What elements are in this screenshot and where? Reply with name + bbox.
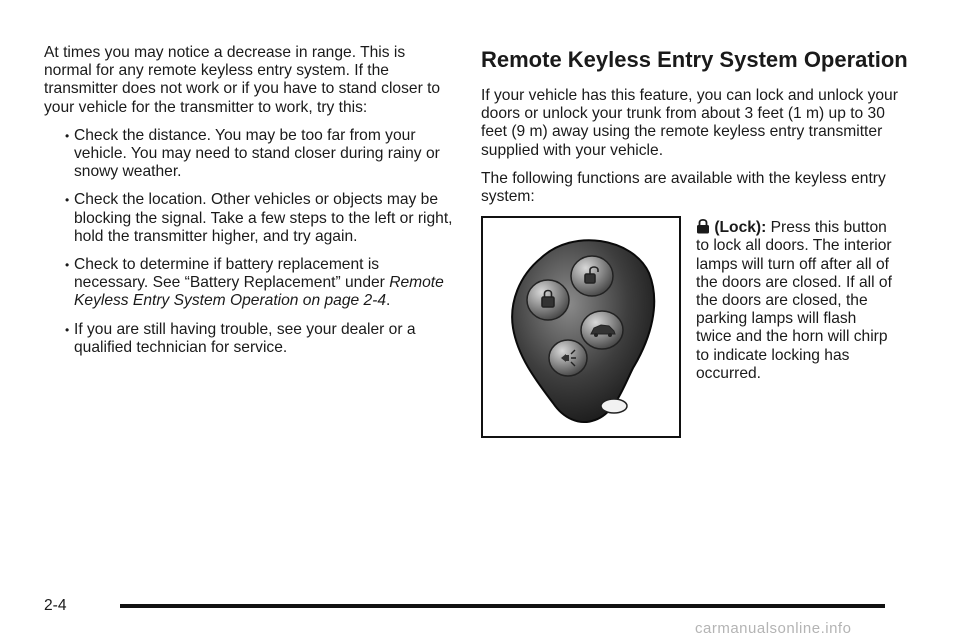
bullet-text: Check to determine if battery replacement is necessary. See “Battery Replacement” under [74, 256, 390, 292]
transmitter-illustration [481, 216, 681, 438]
lock-text: Press this button to lock all doors. The interior lamps will turn off after all of the doors are closed. If all of the doors are closed, the parking lamps will flash twice and the horn will chirp to indicate locking has occurred. [696, 219, 892, 382]
footer-rule [120, 604, 885, 608]
intro-paragraph: If your vehicle has this feature, you can lock and unlock your doors or unlock your trunk from about 3 feet (1 m) up to 30 feet (9 m) away using the remote keyless entry transmitter supplied with your vehicle. [481, 87, 898, 159]
bullet-text: Check the distance. You may be too far from your vehicle. You may need to stand closer during rainy or snowy weather. [74, 126, 440, 181]
list-item [44, 256, 454, 311]
bullet-icon: • [65, 128, 70, 143]
right-column [481, 44, 911, 446]
bullet-icon: • [65, 258, 70, 273]
led-window [601, 399, 627, 413]
lock-icon [696, 218, 710, 234]
bullet-icon: • [65, 193, 70, 208]
cross-reference-link[interactable]: Remote Keyless Entry System Operation on page 2-4 [74, 274, 444, 310]
functions-paragraph: The following functions are available with the keyless entry system: [481, 169, 886, 206]
list-item [44, 191, 454, 246]
page-number: 2-4 [44, 597, 67, 614]
bullet-text: If you are still having trouble, see your dealer or a qualified technician for service. [74, 320, 416, 356]
section-heading: Remote Keyless Entry System Operation [481, 47, 908, 72]
transmitter-figure [481, 216, 911, 446]
lock-description [696, 218, 896, 383]
intro-paragraph: At times you may notice a decrease in range. This is normal for any remote keyless entry system. If the transmitter does not work or if you have to stand closer to your vehicle for the transmitter to work, try this: [44, 44, 441, 116]
list-item [44, 127, 454, 182]
bullet-icon: • [65, 322, 70, 337]
bullet-tail: . [386, 292, 391, 310]
watermark: carmanualsonline.info [695, 620, 852, 637]
bullet-text: Check the location. Other vehicles or objects may be blocking the signal. Take a few steps to the left or right, hold the transmitter higher, and try again. [74, 191, 453, 245]
lock-label: (Lock): [714, 219, 767, 237]
troubleshoot-list [44, 127, 454, 357]
list-item [44, 321, 454, 357]
left-column [44, 44, 454, 367]
key-fob-image [483, 218, 679, 436]
